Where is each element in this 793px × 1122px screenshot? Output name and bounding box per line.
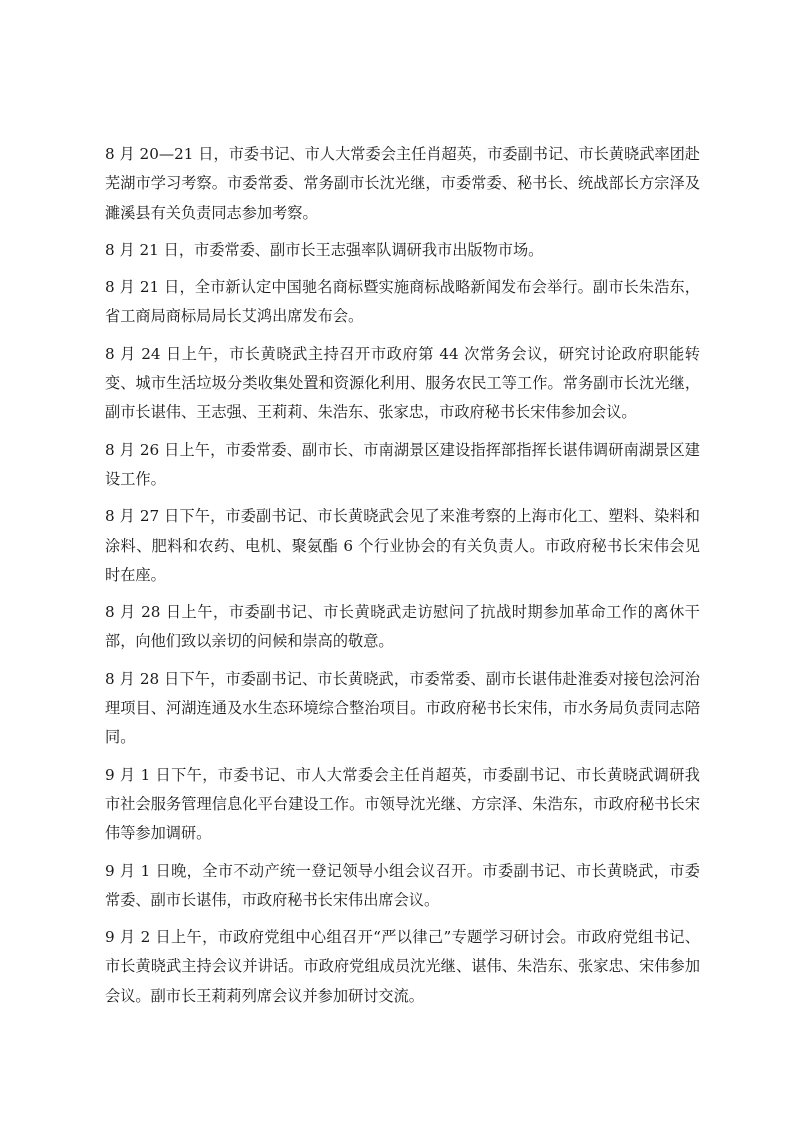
news-entry: 8 月 24 日上午，市长黄晓武主持召开市政府第 44 次常务会议，研究讨论政府职能转变、城市生活垃圾分类收集处置和资源化利用、服务农民工等工作。常务副市长沈光继，副市长谌伟、王志强、王莉莉、朱浩东、张家忠，市政府秘书长宋伟参加会议。 [105, 344, 700, 422]
news-entry: 8 月 28 日下午，市委副书记、市长黄晓武，市委常委、副市长谌伟赴淮委对接包浍河治理项目、河湖连通及水生态环境综合整治项目。市政府秘书长宋伟，市水务局负责同志陪同。 [105, 669, 700, 747]
news-entry: 9 月 1 日晚，全市不动产统一登记领导小组会议召开。市委副书记、市长黄晓武，市委常委、副市长谌伟，市政府秘书长宋伟出席会议。 [105, 861, 700, 909]
news-entry: 8 月 21 日，市委常委、副市长王志强率队调研我市出版物市场。 [105, 240, 544, 259]
news-entry: 8 月 21 日，全市新认定中国驰名商标暨实施商标战略新闻发布会举行。副市长朱浩东，省工商局商标局局长艾鸿出席发布会。 [105, 278, 700, 326]
news-entry: 9 月 2 日上午，市政府党组中心组召开“严以律己”专题学习研讨会。市政府党组书记、市长黄晓武主持会议并讲话。市政府党组成员沈光继、谌伟、朱浩东、张家忠、宋伟参加会议。副市长王莉莉列席会议并参加研讨交流。 [105, 928, 700, 1005]
news-entry: 8 月 28 日上午，市委副书记、市长黄晓武走访慰问了抗战时期参加革命工作的离休干部，向他们致以亲切的问候和崇高的敬意。 [105, 603, 700, 651]
news-entry: 9 月 1 日下午，市委书记、市人大常委会主任肖超英，市委副书记、市长黄晓武调研我市社会服务管理信息化平台建设工作。市领导沈光继、方宗泽、朱浩东，市政府秘书长宋伟等参加调研。 [105, 765, 700, 843]
news-entry: 8 月 26 日上午，市委常委、副市长、市南湖景区建设指挥部指挥长谌伟调研南湖景区建设工作。 [105, 440, 700, 488]
news-entry: 8 月 20—21 日，市委书记、市人大常委会主任肖超英，市委副书记、市长黄晓武率团赴芜湖市学习考察。市委常委、常务副市长沈光继，市委常委、秘书长、统战部长方宗泽及濉溪县有关负责同志参加考察。 [105, 145, 700, 222]
document-body [105, 140, 700, 1019]
news-entry: 8 月 27 日下午，市委副书记、市长黄晓武会见了来淮考察的上海市化工、塑料、染料和涂料、肥料和农药、电机、聚氨酯 6 个行业协会的有关负责人。市政府秘书长宋伟会见时在座。 [105, 507, 700, 584]
